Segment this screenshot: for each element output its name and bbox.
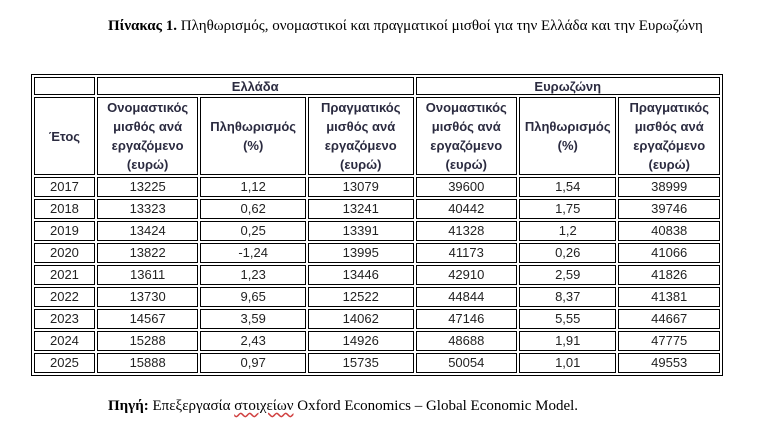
source-word-2: στοιχείων [234, 398, 294, 414]
source-note [108, 396, 578, 416]
table-cell: 41381 [618, 287, 720, 307]
table-cell: 14926 [308, 331, 414, 351]
table-cell: 49553 [618, 353, 720, 373]
table-cell: 2,43 [200, 331, 306, 351]
table-cell: 12522 [308, 287, 414, 307]
group-header-blank [34, 77, 95, 95]
column-header: Ονομαστικός μισθός ανά εργαζόμενο (ευρώ) [416, 97, 518, 175]
table-row [34, 265, 720, 285]
table-cell: 48688 [416, 331, 518, 351]
year-cell: 2020 [34, 243, 95, 263]
table-cell: 2,59 [519, 265, 616, 285]
table-cell: 13822 [97, 243, 199, 263]
source-word-1: Επεξεργασία [152, 398, 231, 414]
table-cell: 1,2 [519, 221, 616, 241]
year-cell: 2022 [34, 287, 95, 307]
year-cell: 2023 [34, 309, 95, 329]
table-cell: 3,59 [200, 309, 306, 329]
table-cell: 41826 [618, 265, 720, 285]
table-cell: 9,65 [200, 287, 306, 307]
table-cell: 39746 [618, 199, 720, 219]
table-cell: 41066 [618, 243, 720, 263]
table-cell: 47146 [416, 309, 518, 329]
table-cell: 1,01 [519, 353, 616, 373]
column-header: Πληθωρισμός (%) [200, 97, 306, 175]
table-cell: 0,25 [200, 221, 306, 241]
table-cell: 15288 [97, 331, 199, 351]
caption-text: Πληθωρισμός, ονομαστικοί και πραγματικοί μισθοί για την Ελλάδα και την Ευρωζώνη [180, 18, 703, 34]
table-cell: 42910 [416, 265, 518, 285]
table-cell: -1,24 [200, 243, 306, 263]
table-cell: 1,54 [519, 177, 616, 197]
table-row [34, 177, 720, 197]
table-cell: 1,91 [519, 331, 616, 351]
column-header: Πληθωρισμός (%) [519, 97, 616, 175]
data-table [31, 74, 723, 376]
table-cell: 41328 [416, 221, 518, 241]
table-cell: 15735 [308, 353, 414, 373]
year-header: Έτος [34, 97, 95, 175]
table-cell: 13424 [97, 221, 199, 241]
table-cell: 14062 [308, 309, 414, 329]
table-cell: 1,23 [200, 265, 306, 285]
table-cell: 1,12 [200, 177, 306, 197]
group-header-eurozone: Ευρωζώνη [416, 77, 720, 95]
year-cell: 2017 [34, 177, 95, 197]
table-cell: 14567 [97, 309, 199, 329]
table-cell: 13225 [97, 177, 199, 197]
table-row [34, 331, 720, 351]
source-label: Πηγή: [108, 398, 149, 414]
year-cell: 2018 [34, 199, 95, 219]
table-cell: 44667 [618, 309, 720, 329]
table-row [34, 353, 720, 373]
table-cell: 41173 [416, 243, 518, 263]
year-cell: 2021 [34, 265, 95, 285]
table-row [34, 221, 720, 241]
table-cell: 13323 [97, 199, 199, 219]
table-cell: 15888 [97, 353, 199, 373]
table-cell: 13611 [97, 265, 199, 285]
table-cell: 13241 [308, 199, 414, 219]
year-cell: 2024 [34, 331, 95, 351]
table-cell: 40838 [618, 221, 720, 241]
column-header: Ονομαστικός μισθός ανά εργαζόμενο (ευρώ) [97, 97, 199, 175]
table-row [34, 287, 720, 307]
table-cell: 13446 [308, 265, 414, 285]
table-cell: 0,26 [519, 243, 616, 263]
table-cell: 1,75 [519, 199, 616, 219]
source-text: Oxford Economics – Global Economic Model. [297, 398, 579, 414]
table-cell: 47775 [618, 331, 720, 351]
column-header: Πραγματικός μισθός ανά εργαζόμενο (ευρώ) [618, 97, 720, 175]
table-cell: 40442 [416, 199, 518, 219]
table-cell: 13391 [308, 221, 414, 241]
table-row [34, 199, 720, 219]
table-row [34, 309, 720, 329]
year-cell: 2019 [34, 221, 95, 241]
table-cell: 13079 [308, 177, 414, 197]
table-cell: 38999 [618, 177, 720, 197]
table-cell: 0,97 [200, 353, 306, 373]
year-cell: 2025 [34, 353, 95, 373]
table-cell: 8,37 [519, 287, 616, 307]
table-cell: 50054 [416, 353, 518, 373]
group-header-greece: Ελλάδα [97, 77, 414, 95]
table-cell: 13995 [308, 243, 414, 263]
table-cell: 5,55 [519, 309, 616, 329]
table-cell: 13730 [97, 287, 199, 307]
table-cell: 0,62 [200, 199, 306, 219]
column-header: Πραγματικός μισθός ανά εργαζόμενο (ευρώ) [308, 97, 414, 175]
caption-label: Πίνακας 1. [108, 18, 177, 34]
table-row [34, 243, 720, 263]
table-caption [108, 14, 708, 39]
table-cell: 44844 [416, 287, 518, 307]
table-cell: 39600 [416, 177, 518, 197]
